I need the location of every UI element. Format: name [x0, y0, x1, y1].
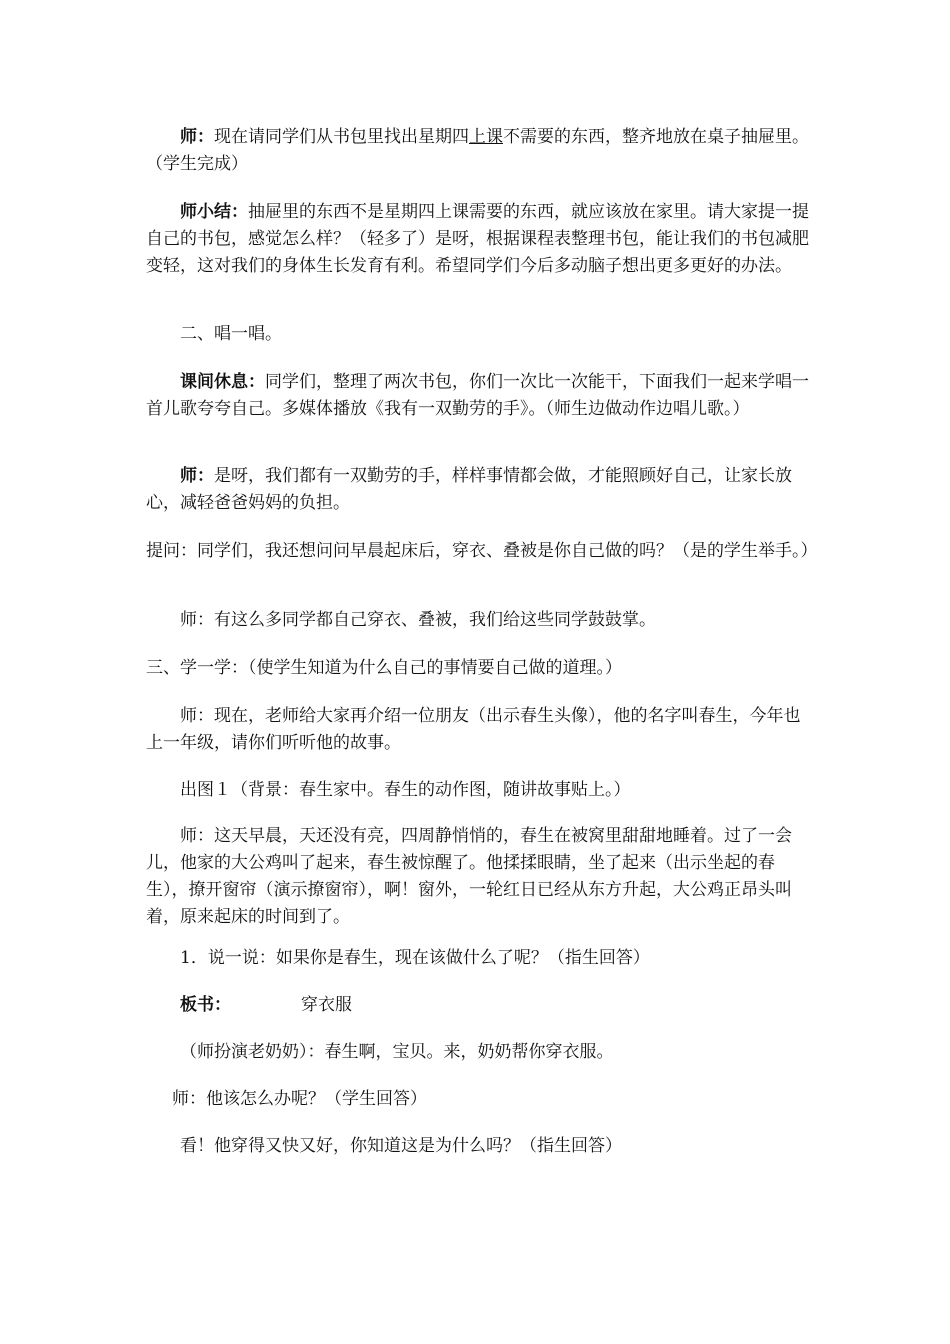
paragraph-text: 是呀，我们都有一双勤劳的手，样样事情都会做，才能照顾好自己，让家长放心，减轻爸爸妈妈的负担。 — [146, 466, 792, 513]
section-heading-sing: 二、唱一唱。 — [180, 324, 282, 344]
paragraph-text: 现在请同学们从书包里找出星期四 — [214, 127, 469, 147]
paragraph-teacher-instruction — [146, 124, 810, 178]
speaker-label: 师小结： — [180, 202, 248, 222]
paragraph-text: 抽屉里的东西不是星期四上课需要的东西，就应该放在家里。请大家提一提自己的书包，感觉怎么样？（轻多了）是呀，根据课程表整理书包，能让我们的书包减肥变轻，这对我们的身体生长发育有利。希望同学们今后多动脑子想出更多更好的办法。 — [146, 202, 809, 276]
speaker-label: 师： — [180, 127, 214, 147]
speaker-label: 课间休息： — [180, 372, 265, 392]
paragraph-teacher-ask: 师：他该怎么办呢？（学生回答） — [172, 1089, 427, 1109]
paragraph-text: 同学们，整理了两次书包，你们一次比一次能干，下面我们一起来学唱一首儿歌夸夸自己。多媒体播放《我有一双勤劳的手》。（师生边做动作边唱儿歌。） — [146, 372, 809, 419]
paragraph-question: 提问：同学们，我还想问问早晨起床后，穿衣、叠被是你自己做的吗？（是的学生举手。） — [146, 541, 818, 561]
board-text: 穿衣服 — [301, 995, 352, 1015]
paragraph-teacher-applause: 师：有这么多同学都自己穿衣、叠被，我们给这些同学鼓鼓掌。 — [180, 610, 656, 630]
section-heading-learn: 三、学一学：（使学生知道为什么自己的事情要自己做的道理。） — [146, 658, 622, 678]
paragraph-look: 看！他穿得又快又好，你知道这是为什么吗？（指生回答） — [180, 1136, 622, 1156]
paragraph-story: 师：这天早晨，天还没有亮，四周静悄悄的，春生在被窝里甜甜地睡着。过了一会儿，他家的大公鸡叫了起来，春生被惊醒了。他揉揉眼睛，坐了起来（出示坐起的春生），撩开窗帘（演示撩窗帘），啊！窗外，一轮红日已经从东方升起，大公鸡正昂头叫着，原来起床的时间到了。 — [146, 826, 792, 927]
board-label: 板书： — [180, 995, 231, 1015]
paragraph-teacher-hands — [146, 463, 810, 517]
paragraph-board — [146, 992, 810, 1019]
paragraph-grandma: （师扮演老奶奶）：春生啊，宝贝。来，奶奶帮你穿衣服。 — [180, 1042, 614, 1062]
paragraph-teacher-summary — [146, 199, 810, 280]
paragraph-break-time — [146, 369, 810, 423]
paragraph-figure-1: 出图１（背景：春生家中。春生的动作图，随讲故事贴上。） — [180, 780, 631, 800]
underlined-text: 上课 — [469, 127, 503, 147]
paragraph-text: 不需要的东西，整齐地放在桌子抽屉里。（学生完成） — [146, 127, 809, 174]
paragraph-teacher-introduce: 师：现在，老师给大家再介绍一位朋友（出示春生头像），他的名字叫春生，今年也上一年级，请你们听听他的故事。 — [146, 706, 801, 753]
paragraph-say: 1．说一说：如果你是春生，现在该做什么了呢？（指生回答） — [180, 948, 650, 968]
speaker-label: 师： — [180, 466, 214, 486]
